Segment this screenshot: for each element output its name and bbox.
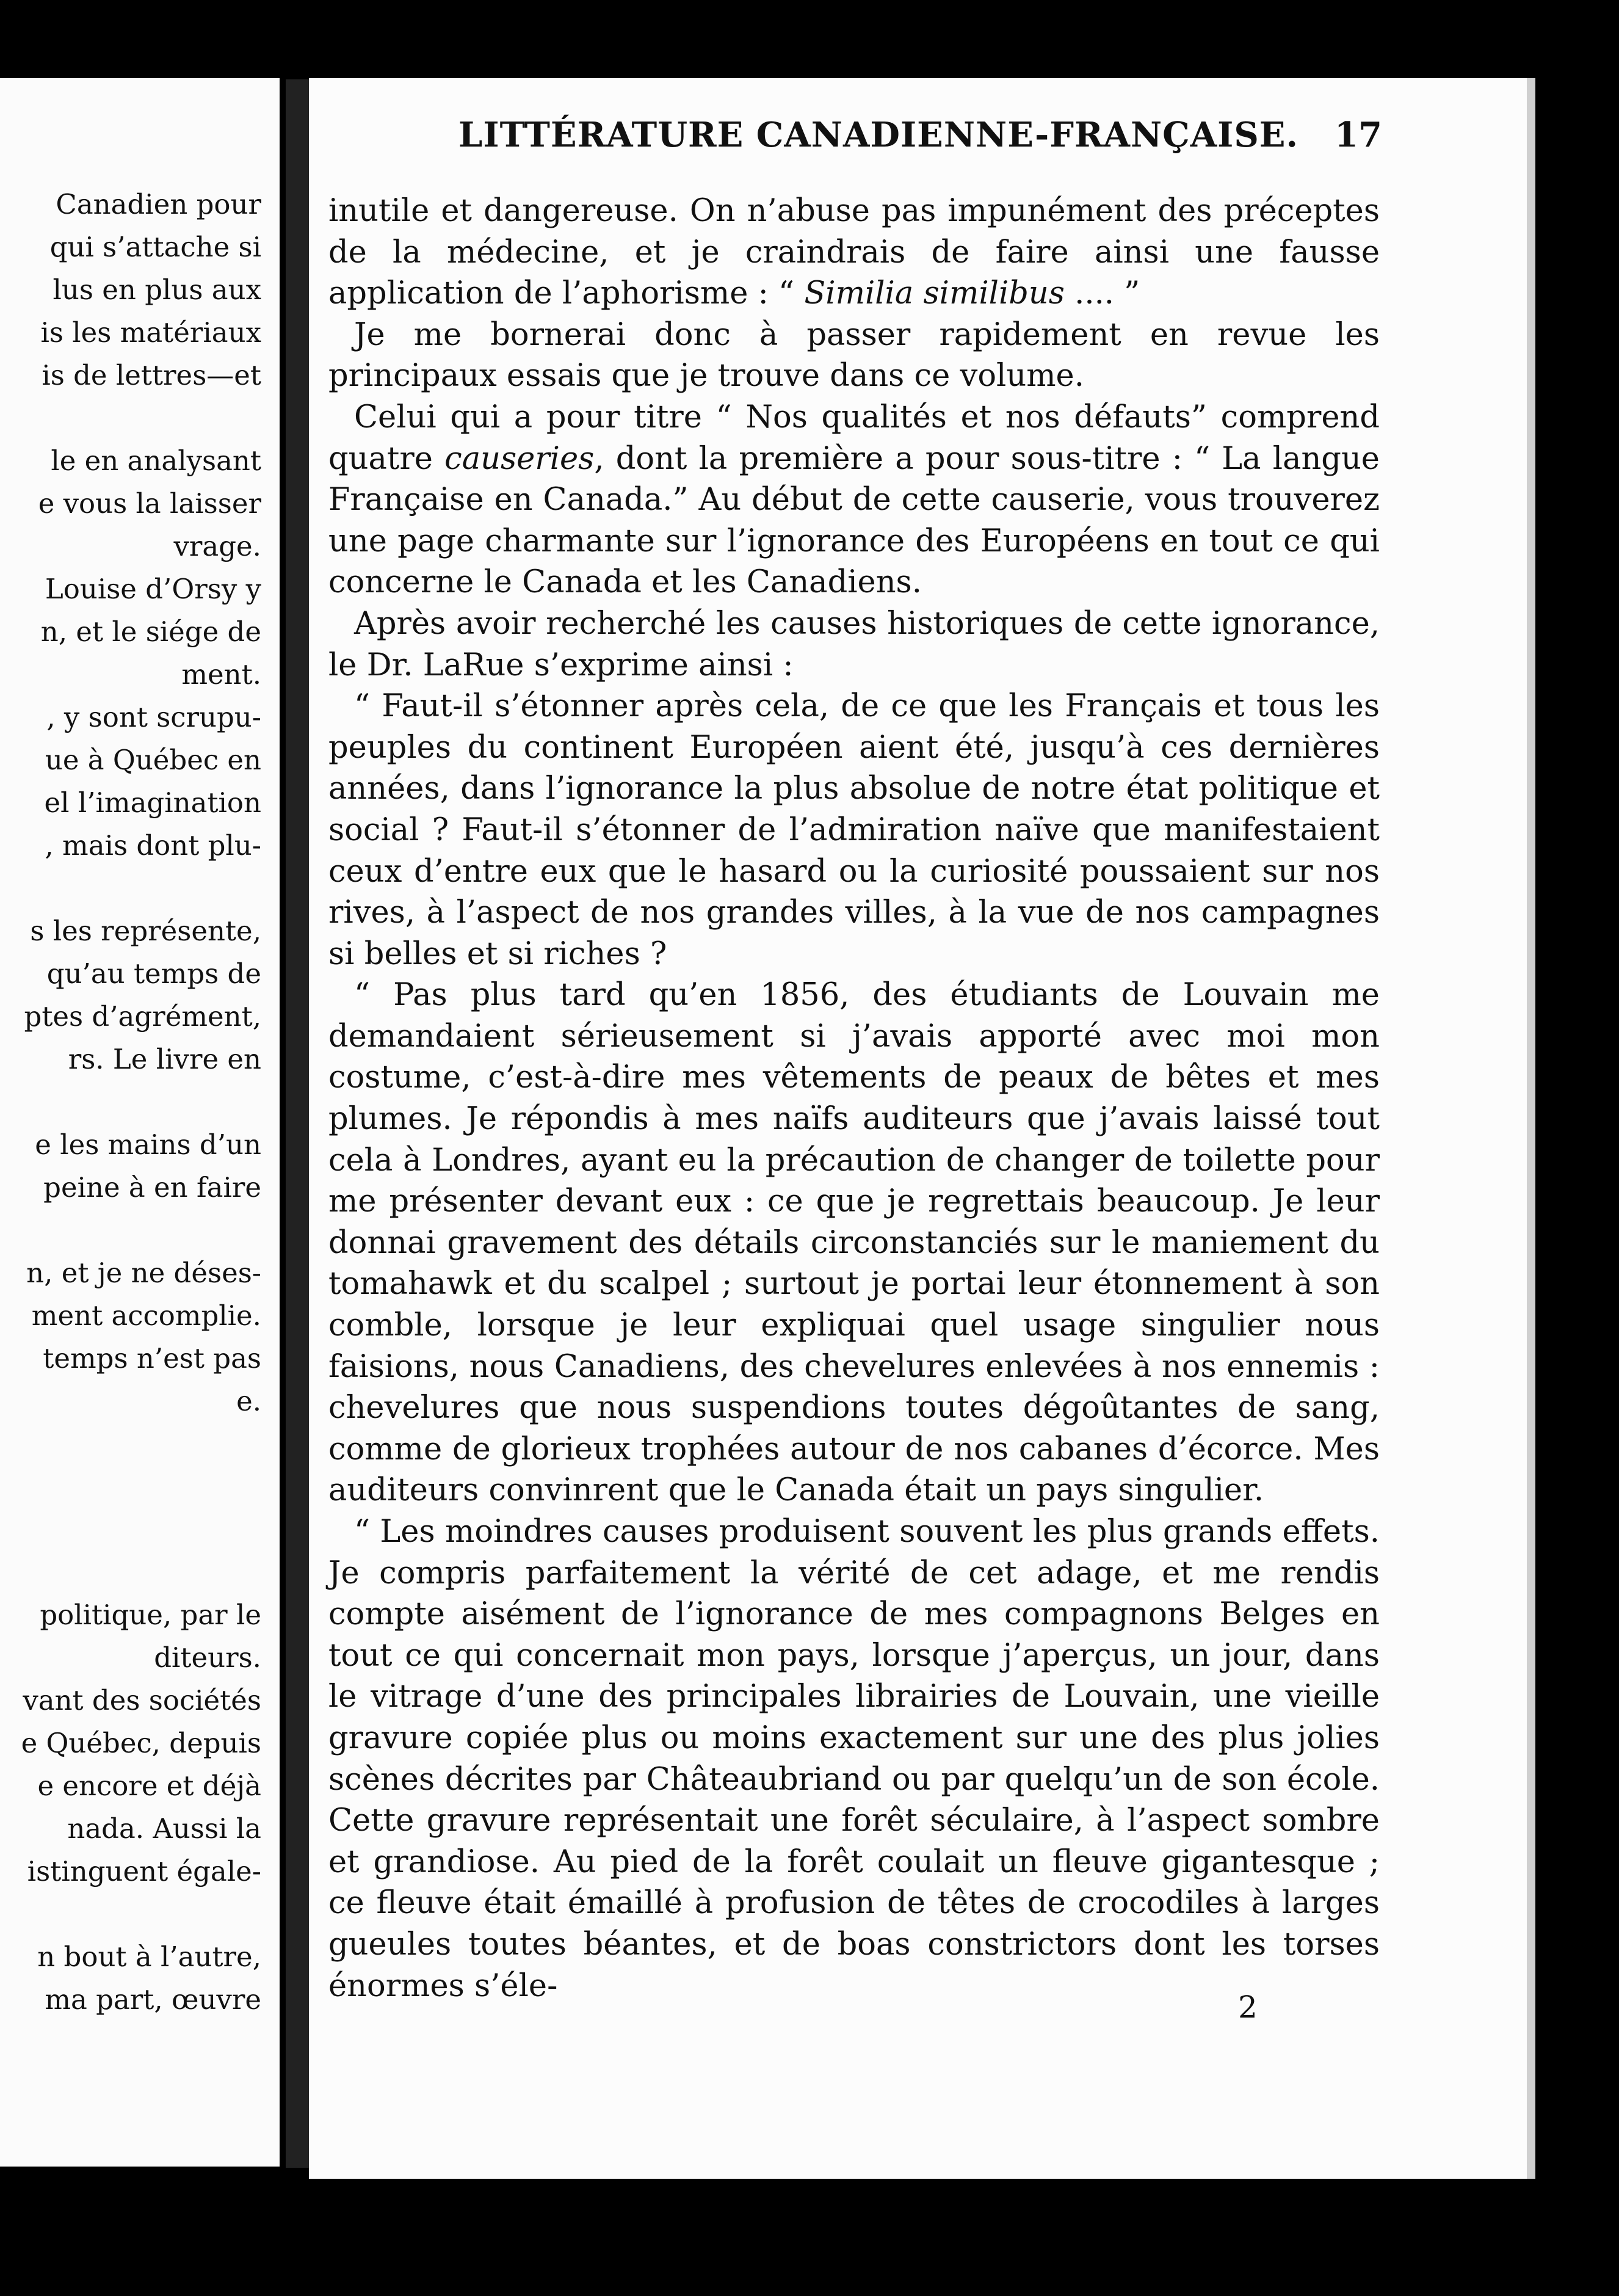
facing-page-line: ment. bbox=[181, 658, 261, 691]
paragraph: inutile et dangereuse. On n’abuse pas impunément des préceptes de la médecine, et je craindrais de faire ainsi une fausse application de l’aphorisme : “ Similia similibus .... ” bbox=[328, 193, 1380, 312]
paragraph: “ Les moindres causes produisent souvent les plus grands effets. Je compris parfaitement la vérité de cet adage, et me rendis compte aisément de l’ignorance de mes compagnons Belges en tout ce qui concernait mon pays, lorsque j’aperçus, un jour, dans le vitrage d’une des principales librairies de Louvain, une vieille gravure copiée plus ou moins exactement sur une des plus jolies scènes décrites par Châteaubriand ou par quelqu’un de son école. Cette gravure représentait une forêt séculaire, à l’aspect sombre et grandiose. Au pied de la forêt coulait un fleuve gigantesque ; ce fleuve était émaillé à profusion de têtes de crocodiles à larges gueules toutes béantes, et de boas constrictors dont les torses énormes s’éle- bbox=[328, 1514, 1380, 2004]
facing-page-line: is de lettres—et bbox=[42, 359, 261, 391]
running-title: LITTÉRATURE CANADIENNE-FRANÇAISE. bbox=[458, 115, 1298, 155]
facing-page-line: qu’au temps de bbox=[46, 957, 261, 990]
facing-page-line: istinguent égale- bbox=[27, 1855, 261, 1887]
running-header bbox=[309, 115, 1527, 164]
paragraph: “ Pas plus tard qu’en 1856, des étudiants de Louvain me demandaient sérieusement si j’avais apporté avec moi mon costume, c’est-à-dire mes vêtements de peaux de bêtes et mes plumes. Je répondis à mes naïfs auditeurs que j’avais laissé tout cela à Londres, ayant eu la précaution de changer de toilette pour me présenter devant eux : ce que je regrettais beaucoup. Je leur donnai gravement des détails circonstanciés sur le maniement du tomahawk et du scalpel ; surtout je portai leur étonnement à son comble, lorsque je leur expliquai quel usage singulier nous faisions, nous Canadiens, des chevelures enlevées à nos ennemis : chevelures que nous suspendions toutes dégoûtantes de sang, comme de glorieux trophées autour de nos cabanes d’écorce. Mes auditeurs convinrent que le Canada était un pays singulier. bbox=[328, 977, 1380, 1509]
paragraph: Je me bornerai donc à passer rapidement en revue les principaux essais que je trouve dans ce volume. bbox=[328, 316, 1380, 394]
facing-page-line: politique, par le bbox=[40, 1599, 261, 1631]
facing-page-line: e encore et déjà bbox=[37, 1770, 261, 1802]
facing-page-line: is les matériaux bbox=[40, 316, 261, 349]
facing-page-line: , mais dont plu- bbox=[45, 829, 261, 862]
facing-page-line: peine à en faire bbox=[43, 1171, 261, 1204]
facing-page-line: e. bbox=[236, 1385, 261, 1417]
facing-page-line: rs. Le livre en bbox=[68, 1043, 261, 1075]
paragraph: “ Faut-il s’étonner après cela, de ce que les Français et tous les peuples du continent Européen aient été, jusqu’à ces dernières années, dans l’ignorance la plus absolue de notre état politique et social ? Faut-il s’étonner de l’admiration naïve que manifestaient ceux d’entre eux que le hasard ou la curiosité poussaient sur nos rives, à l’aspect de nos grandes villes, à la vue de nos campagnes si belles et si riches ? bbox=[328, 688, 1380, 972]
facing-page-line: e Québec, depuis bbox=[21, 1727, 261, 1759]
book-gutter bbox=[286, 79, 309, 2168]
facing-page-line: le en analysant bbox=[51, 445, 261, 477]
facing-page-line: Louise d’Orsy y bbox=[45, 573, 261, 605]
body-text bbox=[328, 191, 1380, 2007]
facing-page-line: ue à Québec en bbox=[45, 744, 261, 776]
facing-page-line: e vous la laisser bbox=[38, 487, 261, 520]
facing-page-line: ma part, œuvre bbox=[45, 1983, 261, 2016]
signature-mark: 2 bbox=[1238, 1989, 1258, 2025]
facing-page-line: ment accomplie. bbox=[31, 1299, 261, 1332]
facing-page-line: n bout à l’autre, bbox=[37, 1941, 261, 1973]
facing-page-line: vrage. bbox=[173, 530, 261, 562]
facing-page-line: s les représente, bbox=[30, 915, 261, 947]
facing-page-line: nada. Aussi la bbox=[67, 1812, 261, 1845]
facing-page-line: , y sont scrupu- bbox=[46, 701, 261, 733]
facing-page-line: n, et je ne déses- bbox=[26, 1257, 261, 1289]
facing-page-line: e les mains d’un bbox=[35, 1128, 261, 1161]
facing-page-line: n, et le siége de bbox=[40, 616, 261, 648]
page-number: 17 bbox=[1335, 115, 1382, 155]
book-page bbox=[309, 78, 1535, 2179]
facing-page-fragment bbox=[0, 78, 280, 2167]
facing-page-line: ptes d’agrément, bbox=[24, 1000, 261, 1033]
facing-page-line: Canadien pour bbox=[56, 188, 261, 220]
facing-page-line: lus en plus aux bbox=[53, 274, 261, 306]
paragraph: Après avoir recherché les causes historiques de cette ignorance, le Dr. LaRue s’exprime ainsi : bbox=[328, 605, 1380, 683]
paragraph: Celui qui a pour titre “ Nos qualités et nos défauts” comprend quatre causeries, dont la première a pour sous-titre : “ La langue Française en Canada.” Au début de cette causerie, vous trouverez une page charmante sur l’ignorance des Européens en tout ce qui concerne le Canada et les Canadiens. bbox=[328, 399, 1380, 601]
facing-page-line: el l’imagination bbox=[44, 787, 261, 819]
facing-page-line: qui s’attache si bbox=[49, 231, 261, 263]
facing-page-line: temps n’est pas bbox=[43, 1342, 261, 1375]
facing-page-line: diteurs. bbox=[154, 1641, 261, 1674]
facing-page-line: vant des sociétés bbox=[23, 1684, 261, 1717]
